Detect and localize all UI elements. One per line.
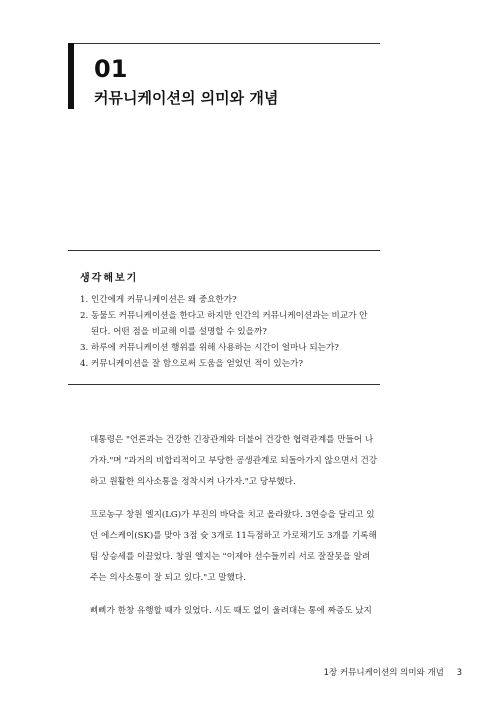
question-item	[80, 340, 372, 356]
question-text	[91, 308, 372, 340]
page-footer	[324, 666, 462, 678]
chapter-title: 커뮤니케이션의 의미와 개념	[94, 89, 279, 107]
text-line: 대통령은 "언론과는 건강한 긴장관계와 더불어 건강한 협력관계를 만들어 나	[90, 435, 374, 445]
text-line: 가자."며 "과거의 비합리적이고 부당한 공생관계로 되돌아가지 않으면서 건강	[90, 456, 378, 466]
question-item	[80, 356, 372, 372]
top-rule	[68, 43, 380, 44]
page-number: 3	[456, 668, 462, 678]
question-item	[80, 292, 372, 308]
think-heading: 생각해보기	[80, 273, 139, 284]
question-item	[80, 308, 372, 340]
question-number: 1.	[80, 295, 89, 305]
text-line: 하고 원활한 의사소통을 정착시켜 나가자."고 당부했다.	[90, 477, 296, 487]
text-line: 주는 의사소통이 잘 되고 있다."고 말했다.	[90, 573, 246, 583]
question-line: 인간에게 커뮤니케이션은 왜 중요한가?	[91, 295, 237, 305]
chapter-side-bar	[68, 43, 74, 109]
paragraph	[90, 505, 380, 589]
footer-chapter-label: 1장 커뮤니케이션의 의미와 개념	[323, 668, 444, 678]
chapter-header	[68, 43, 380, 109]
question-text	[91, 356, 372, 372]
question-line: 된다. 어떤 점을 비교해 이를 설명할 수 있을까?	[91, 327, 267, 337]
text-line: 프로농구 창원 엘지(LG)가 부진의 바닥을 치고 올라왔다. 3연승을 달리고 있	[90, 510, 375, 520]
question-list	[80, 292, 372, 372]
think-box	[68, 250, 380, 385]
question-text	[91, 292, 372, 308]
body-text	[90, 430, 380, 634]
question-line: 동물도 커뮤니케이션을 한다고 하지만 인간의 커뮤니케이션과는 비교가 안	[91, 311, 368, 321]
think-box-bottom-rule	[68, 384, 380, 385]
think-box-top-rule	[68, 250, 380, 251]
text-line: 삐삐가 한창 유행할 때가 있었다. 시도 때도 없이 울려대는 통에 짜증도 났지	[90, 606, 372, 616]
question-text	[91, 340, 372, 356]
paragraph	[90, 601, 380, 622]
paragraph	[90, 430, 380, 493]
chapter-number: 01	[94, 55, 128, 83]
question-number: 2.	[80, 311, 89, 321]
text-line: 팀 상승세를 이끌었다. 창원 엘지는 "이제야 선수들끼리 서로 잘잘못을 알려	[90, 552, 371, 562]
question-number: 3.	[80, 343, 89, 353]
question-number: 4.	[80, 359, 89, 369]
question-line: 커뮤니케이션을 잘 함으로써 도움을 얻었던 적이 있는가?	[91, 359, 303, 369]
question-line: 하루에 커뮤니케이션 행위를 위해 사용하는 시간이 얼마나 되는가?	[91, 343, 339, 353]
text-line: 던 에스케이(SK)를 맞아 3점 슛 3개로 11득점하고 가로채기도 3개를 기록해	[90, 531, 377, 541]
